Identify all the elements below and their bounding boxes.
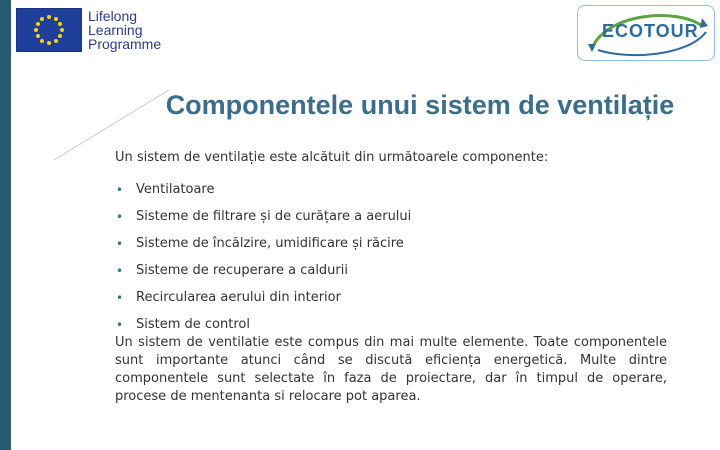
list-item [116, 284, 411, 311]
llp-line-2: Learning [88, 22, 143, 38]
slide-intro: Un sistem de ventilație este alcătuit din următoarele componente: [115, 150, 549, 165]
list-item-text: Sisteme de încălzire, umidificare și răcire [136, 236, 404, 251]
eco-tour-text [602, 21, 699, 42]
components-list [116, 176, 411, 338]
list-item-text: Sisteme de filtrare și de curățare a aerului [136, 209, 412, 224]
decorative-tab [0, 68, 10, 106]
list-item [116, 257, 411, 284]
slide-title: Componentele unui sistem de ventilație [165, 90, 675, 120]
bullet-icon: • [116, 182, 124, 197]
eco-tour-logo [577, 5, 715, 61]
eu-flag-icon [16, 8, 82, 52]
slide-paragraph: Un sistem de ventilatie este compus din mai multe elemente. Toate componentele sunt importante atunci când se discută eficiența energetică. Multe dintre componentele sunt selectate în faza de proiectare, dar în timpul de operare, procese de mentenanta si relocare pot aparea. [115, 335, 667, 404]
llp-logo [16, 6, 161, 54]
list-item [116, 230, 411, 257]
bullet-icon: • [116, 290, 124, 305]
llp-line-1: Lifelong [88, 8, 138, 24]
list-item [116, 176, 411, 203]
eco-text-right: TOUR [644, 21, 699, 41]
list-item-text: Recircularea aerului din interior [136, 290, 341, 305]
bullet-icon: • [116, 236, 124, 251]
list-item-text: Sisteme de recuperare a caldurii [136, 263, 348, 278]
llp-logo-text [88, 9, 161, 51]
eco-text-left: ECO [602, 21, 645, 41]
bullet-icon: • [116, 263, 124, 278]
list-item [116, 203, 411, 230]
list-item-text: Ventilatoare [136, 182, 215, 197]
bullet-icon: • [116, 317, 124, 332]
llp-line-3: Programme [88, 36, 162, 52]
list-item-text: Sistem de control [136, 317, 250, 332]
bullet-icon: • [116, 209, 124, 224]
